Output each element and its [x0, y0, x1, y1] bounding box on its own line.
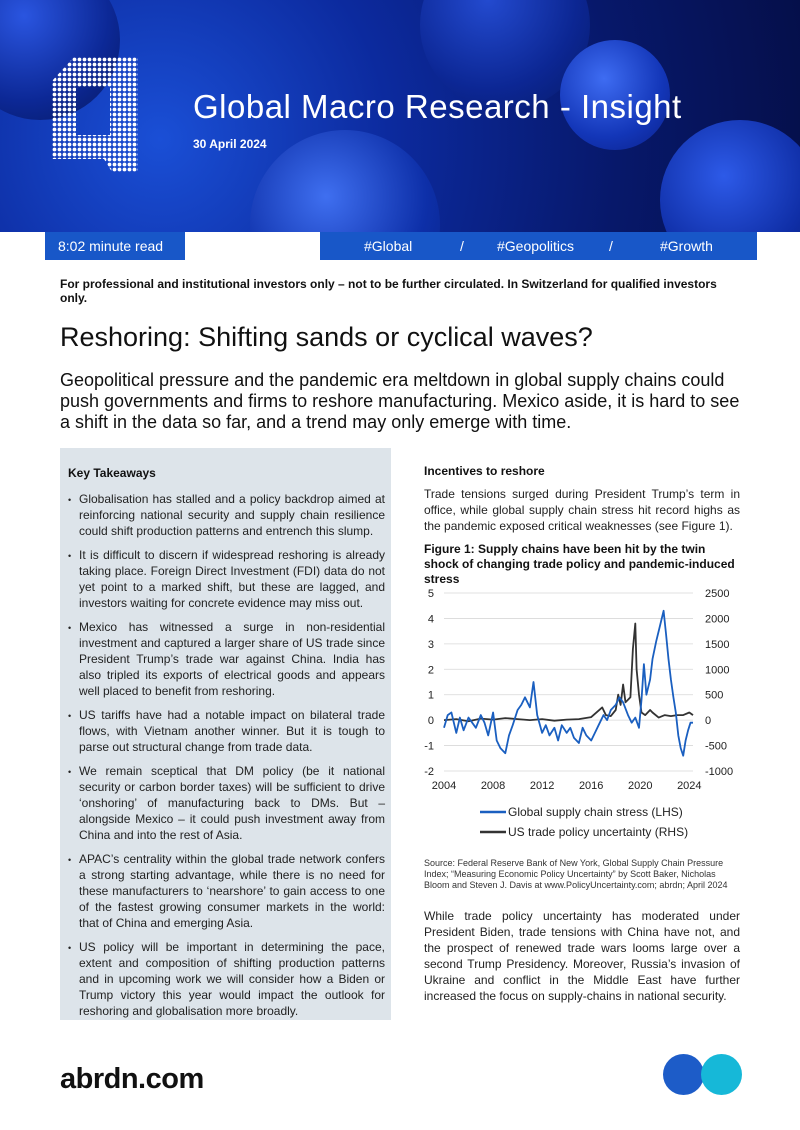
key-takeaways-list [68, 491, 385, 1019]
y-right-tick-label: 0 [705, 715, 712, 728]
decorative-orb [250, 130, 440, 232]
takeaway-item: • Mexico has witnessed a surge in non-residential investment and captured a larger share of US trade since President Trump’s trade war against China. India has also tripled its exports of electrical goods and appears well placed to benefit from reshoring. [68, 619, 385, 699]
legend-label: US trade policy uncertainty (RHS) [508, 825, 689, 839]
tag-separator: / [460, 238, 464, 254]
series-line-trade-policy-uncertainty [444, 624, 693, 722]
read-time-badge [45, 232, 185, 260]
y-left-tick-label: 4 [427, 613, 434, 626]
header-banner [0, 0, 800, 232]
body-paragraph: Trade tensions surged during President Trump’s term in office, while global supply chain stress hit record highs as the pandemic exposed critical weaknesses (see Figure 1). [424, 487, 740, 533]
y-right-tick-label: -500 [705, 740, 728, 753]
report-title: Global Macro Research - Insight [193, 88, 682, 125]
decorative-orb [660, 120, 800, 232]
tag-growth[interactable]: #Growth [660, 238, 713, 254]
takeaway-item: • It is difficult to discern if widespread reshoring is already taking place. Foreign Direct Investment (FDI) data do not yet point to a marked shift, but these are lagged, and investors waiting for concrete evidence may miss out. [68, 547, 385, 611]
x-tick-label: 2016 [578, 780, 604, 792]
takeaway-item: • US policy will be important in determining the pace, extent and composition of shifting production patterns and in upcoming work we will consider how a Biden or Trump victory this year would impact the outlook for reshoring and globalisation more broadly. [68, 939, 385, 1019]
section-heading: Incentives to reshore [424, 464, 545, 478]
y-left-tick-label: 1 [427, 689, 434, 702]
x-tick-label: 2012 [529, 780, 555, 792]
y-left-tick-label: -2 [424, 766, 434, 778]
y-left-tick-label: 0 [427, 715, 434, 728]
standfirst: Geopolitical pressure and the pandemic era meltdown in global supply chains could push governments and firms to reshore manufacturing. Mexico aside, it is hard to see a shift in the data so far, and a trend may only emerge with time. [60, 370, 740, 432]
read-time-label: 8:02 minute read [58, 238, 164, 254]
tag-geopolitics[interactable]: #Geopolitics [497, 238, 575, 254]
takeaway-item: • We remain sceptical that DM policy (be it national security or carbon border taxes) will be sufficient to drive ‘onshoring’ of manufacturing back to DMs. But – alongside Mexico – it could push investment away from China and into the rest of Asia. [68, 763, 385, 843]
figure-source: Source: Federal Reserve Bank of New York, Global Supply Chain Pressure Index; “Measuring Economic Policy Uncertainty” by Scott Baker, Nicholas Bloom and Steven J. Davis at www.PolicyUncertainty.com; abrdn; April 2024 [424, 858, 728, 890]
key-takeaways-box [60, 448, 391, 1020]
body-paragraph: While trade policy uncertainty has moderated under President Biden, trade tensions with China have not, and the prospect of renewed trade wars looms large over a second Trump Presidency. Moreover, Russia’s invasion of Ukraine and conflict in the Middle East have further increased the focus on supply-chains in national security. [424, 909, 740, 1003]
legend-label: Global supply chain stress (LHS) [508, 805, 683, 819]
y-right-tick-label: 500 [705, 689, 724, 702]
y-right-tick-label: 2000 [705, 613, 730, 626]
tag-separator: / [609, 238, 613, 254]
abrdn-logo-mark-icon [52, 57, 138, 172]
brand-dot-icon [701, 1054, 742, 1095]
takeaway-item: • US tariffs have had a notable impact on bilateral trade flows, with Vietnam another winner. But it is tough to parse out structural change from trade data. [68, 707, 385, 755]
takeaway-item: • APAC’s centrality within the global trade network confers a strong starting advantage, while there is no need for these manufacturers to ‘nearshore’ to gain access to one of the fastest growing consumer markets in the world: that of China and emerging Asia. [68, 851, 385, 931]
y-right-tick-label: -1000 [705, 766, 734, 778]
topic-tags-bar [320, 232, 757, 260]
y-right-tick-label: 1500 [705, 638, 730, 651]
y-right-tick-label: 2500 [705, 588, 730, 600]
investor-disclaimer: For professional and institutional investors only – not to be further circulated. In Switzerland for qualified investors only. [60, 277, 717, 305]
x-tick-label: 2008 [480, 780, 506, 792]
supply-chain-chart [418, 580, 748, 848]
y-left-tick-label: -1 [424, 740, 434, 753]
y-right-tick-label: 1000 [705, 664, 730, 677]
series-line-supply-chain-stress [444, 611, 693, 756]
y-left-tick-label: 3 [427, 638, 434, 651]
headline: Reshoring: Shifting sands or cyclical waves? [60, 322, 593, 352]
report-date: 30 April 2024 [193, 137, 267, 151]
y-left-tick-label: 5 [427, 588, 434, 600]
takeaway-item: • Globalisation has stalled and a policy backdrop aimed at reinforcing national security and supply chain resilience could shift production patterns and entrench this slump. [68, 491, 385, 539]
x-tick-label: 2024 [677, 780, 702, 792]
y-left-tick-label: 2 [427, 664, 434, 677]
figure-title: Figure 1: Supply chains have been hit by the twin shock of changing trade policy and pandemic-induced stress [424, 542, 735, 586]
key-takeaways-heading: Key Takeaways [68, 466, 156, 480]
brand-dot-icon [663, 1054, 704, 1095]
footer-brand[interactable]: abrdn.com [60, 1063, 204, 1095]
x-tick-label: 2020 [628, 780, 653, 792]
tag-global[interactable]: #Global [364, 238, 413, 254]
x-tick-label: 2004 [431, 780, 457, 792]
